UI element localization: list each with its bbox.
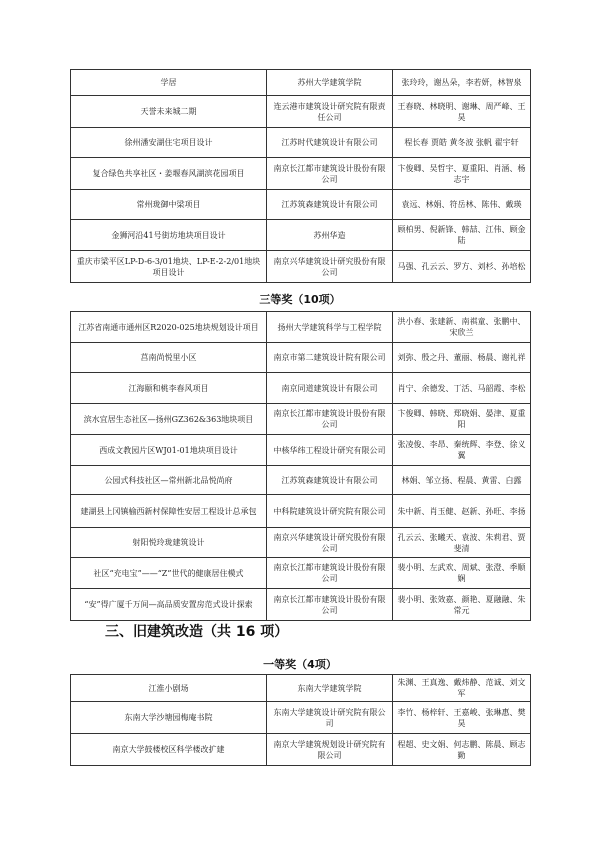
organization-cell: 中科院建筑设计研究院有限公司 xyxy=(267,495,393,528)
project-name-cell: 莒南尚悦里小区 xyxy=(71,343,267,373)
designers-cell: 裴小明、张效嘉、颜艳、夏融融、朱常元 xyxy=(393,589,531,621)
table-row xyxy=(71,495,531,528)
organization-cell: 南京兴华建筑设计研究股份有限公司 xyxy=(267,528,393,558)
third-prize-heading: 三等奖（10项） xyxy=(259,293,341,306)
designers-cell: 张凌俊、李昂、秦统辉、李登、徐义翼 xyxy=(393,435,531,466)
designers-cell: 洪小春、张建新、南祺童、张鹏中、宋欣兰 xyxy=(393,312,531,343)
designers-cell: 朱中新、肖玉健、赵新、孙旺、李扬 xyxy=(393,495,531,528)
designers-cell: 卞俊卿、吴哲宇、夏重阳、肖涵、杨志宇 xyxy=(393,158,531,190)
designers-cell: 程长春 贾皓 黄冬波 张帆 翟宇轩 xyxy=(393,128,531,158)
organization-cell: 江苏筑森建筑设计有限公司 xyxy=(267,466,393,495)
project-name-cell: 西成文教园片区WJ01-01地块项目设计 xyxy=(71,435,267,466)
organization-cell: 东南大学建筑设计研究院有限公司 xyxy=(267,702,393,734)
project-name-cell: 东南大学沙塘园梅庵书院 xyxy=(71,702,267,734)
organization-cell: 连云港市建筑设计研究院有限责任公司 xyxy=(267,96,393,128)
table-row xyxy=(71,158,531,190)
project-name-cell: 江淮小剧场 xyxy=(71,675,267,702)
project-name-cell: 学居 xyxy=(71,70,267,96)
project-name-cell: 江海颐和桃李春风项目 xyxy=(71,373,267,404)
award-table-first-prize xyxy=(70,674,531,766)
designers-cell: 李竹、杨梓轩、王嘉峻、张琳惠、樊昊 xyxy=(393,702,531,734)
table-row xyxy=(71,558,531,589)
table-row xyxy=(71,702,531,734)
designers-cell: 袁远、林娟、符岳林、陈伟、戴瑛 xyxy=(393,190,531,220)
table-row xyxy=(71,251,531,283)
project-name-cell: “安”得广厦千万间—高品质安置房范式设计探索 xyxy=(71,589,267,621)
table-row xyxy=(71,128,531,158)
organization-cell: 苏州华造 xyxy=(267,220,393,251)
award-table-third-prize xyxy=(70,311,531,621)
project-name-cell: 江苏省南通市通州区R2020-025地块规划设计项目 xyxy=(71,312,267,343)
table-row xyxy=(71,435,531,466)
project-name-cell: 金狮河沿41号街坊地块项目设计 xyxy=(71,220,267,251)
project-name-cell: 常州珑御中梁项目 xyxy=(71,190,267,220)
table-row xyxy=(71,343,531,373)
designers-cell: 程超、史文娟、何志鹏、陈晨、顾志勤 xyxy=(393,734,531,766)
organization-cell: 南京长江都市建筑设计股份有限公司 xyxy=(267,558,393,589)
table-row xyxy=(71,190,531,220)
table-row xyxy=(71,589,531,621)
organization-cell: 南京长江都市建筑设计股份有限公司 xyxy=(267,589,393,621)
designers-cell: 孔云云、张曦天、袁波、朱莉君、贾斐清 xyxy=(393,528,531,558)
designers-cell: 肖宁、余德发、丁活、马韶霞、李松 xyxy=(393,373,531,404)
organization-cell: 南京兴华建筑设计研究股份有限公司 xyxy=(267,251,393,283)
organization-cell: 东南大学建筑学院 xyxy=(267,675,393,702)
organization-cell: 南京市第二建筑设计院有限公司 xyxy=(267,343,393,373)
table-row xyxy=(71,675,531,702)
project-name-cell: 射阳悦玲珑建筑设计 xyxy=(71,528,267,558)
organization-cell: 中核华纬工程设计研究有限公司 xyxy=(267,435,393,466)
organization-cell: 江苏时代建筑设计有限公司 xyxy=(267,128,393,158)
project-name-cell: 复合绿色共享社区・姜堰春风湖滨花园项目 xyxy=(71,158,267,190)
organization-cell: 南京同道建筑设计有限公司 xyxy=(267,373,393,404)
designers-cell: 朱渊、王真逸、戴炜静、范诚、刘文军 xyxy=(393,675,531,702)
project-name-cell: 社区“充电宝”——“Z”世代的健康居住模式 xyxy=(71,558,267,589)
project-name-cell: 徐州潘安湖住宅项目设计 xyxy=(71,128,267,158)
organization-cell: 南京大学建筑规划设计研究院有限公司 xyxy=(267,734,393,766)
award-table-second-prize-continued xyxy=(70,69,531,283)
table-row xyxy=(71,312,531,343)
table-row xyxy=(71,528,531,558)
project-name-cell: 建湖县上冈镇榆西新村保障性安居工程设计总承包 xyxy=(71,495,267,528)
designers-cell: 林娟、邹立扬、程晨、黄雷、白露 xyxy=(393,466,531,495)
table-row xyxy=(71,734,531,766)
designers-cell: 马强、孔云云、罗方、刘杉、孙培松 xyxy=(393,251,531,283)
section-title-old-building-renovation: 三、旧建筑改造（共 16 项） xyxy=(105,624,289,640)
designers-cell: 王春晓、林晓明、谢琳、周严峰、王昊 xyxy=(393,96,531,128)
designers-cell: 刘弥、殷之丹、董丽、杨晨、谢礼祥 xyxy=(393,343,531,373)
table-row xyxy=(71,220,531,251)
designers-cell: 裴小明、左武欢、周斌、张澄、季顺娴 xyxy=(393,558,531,589)
designers-cell: 张玲玲，谢丛朵，李若妍，林智泉 xyxy=(393,70,531,96)
organization-cell: 南京长江都市建筑设计股份有限公司 xyxy=(267,158,393,190)
organization-cell: 江苏筑森建筑设计有限公司 xyxy=(267,190,393,220)
table-row xyxy=(71,404,531,435)
table-row xyxy=(71,373,531,404)
table-row xyxy=(71,96,531,128)
organization-cell: 南京长江都市建筑设计股份有限公司 xyxy=(267,404,393,435)
table-row xyxy=(71,466,531,495)
project-name-cell: 公园式科技社区—常州新北品悦尚府 xyxy=(71,466,267,495)
project-name-cell: 南京大学鼓楼校区科学楼改扩建 xyxy=(71,734,267,766)
first-prize-heading: 一等奖（4项） xyxy=(263,658,337,671)
organization-cell: 扬州大学建筑科学与工程学院 xyxy=(267,312,393,343)
organization-cell: 苏州大学建筑学院 xyxy=(267,70,393,96)
designers-cell: 卞俊卿、韩晓、郑晓娟、晏津、夏重阳 xyxy=(393,404,531,435)
project-name-cell: 重庆市梁平区LP-D-6-3/01地块、LP-E-2-2/01地块项目设计 xyxy=(71,251,267,283)
project-name-cell: 天誉未来城二期 xyxy=(71,96,267,128)
table-row xyxy=(71,70,531,96)
designers-cell: 顾柏男、倪新锋、韩喆、江伟、顾金陆 xyxy=(393,220,531,251)
project-name-cell: 滨水宜居生态社区—扬州GZ362&363地块项目 xyxy=(71,404,267,435)
